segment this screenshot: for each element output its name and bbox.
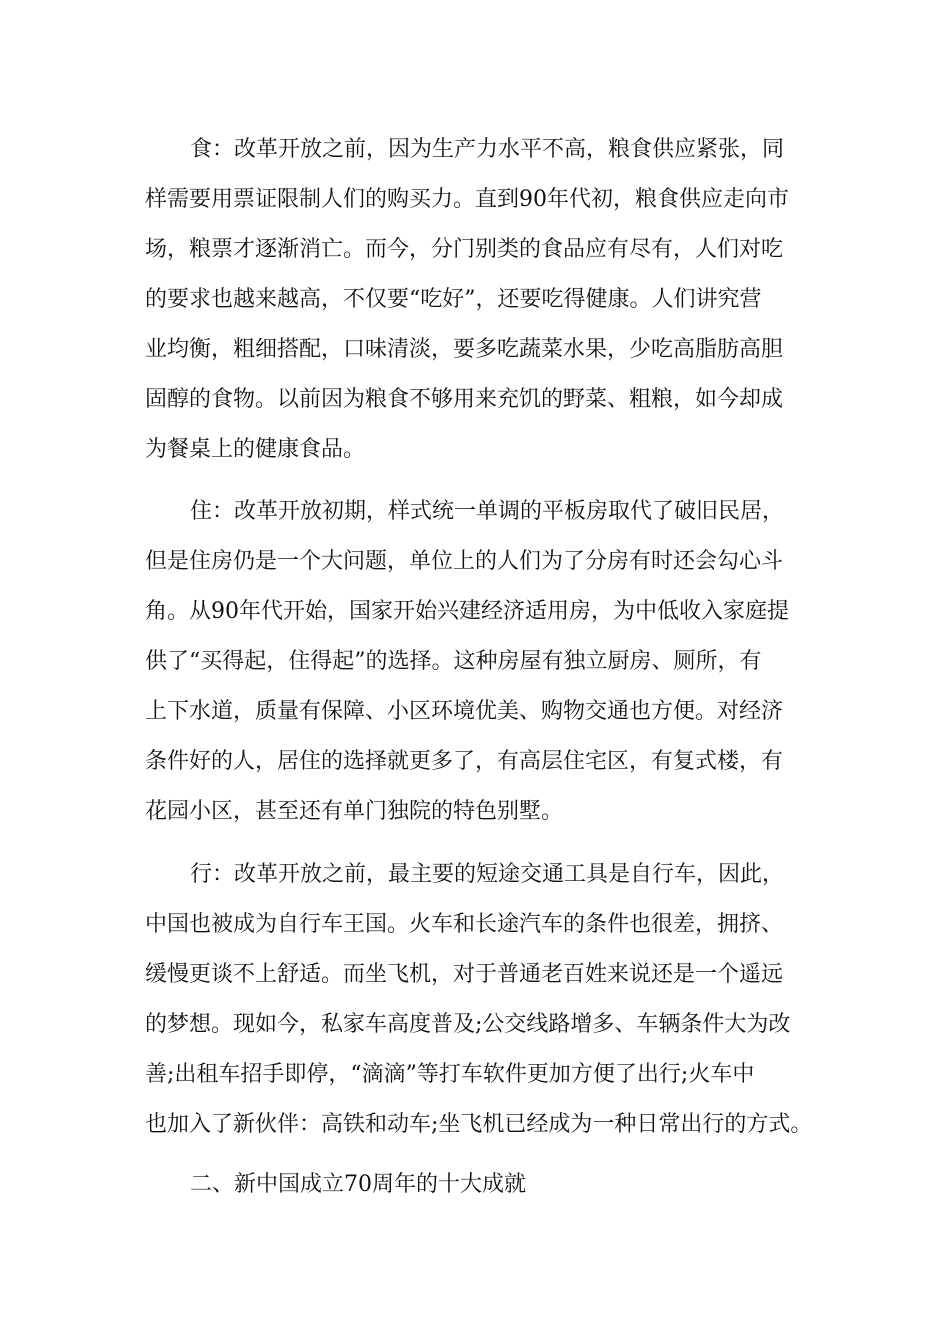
paragraph-line: 中国也被成为自行车王国。火车和长途汽车的条件也很差，拥挤、 — [145, 912, 784, 937]
paragraph-line: 食：改革开放之前，因为生产力水平不高，粮食供应紧张，同 — [190, 137, 785, 162]
paragraph-line: 角。从90年代开始，国家开始兴建经济适用房，为中低收入家庭提 — [145, 599, 789, 624]
paragraph-line: 但是住房仍是一个大问题，单位上的人们为了分房有时还会勾心斗 — [145, 549, 784, 574]
paragraph-line: 固醇的食物。以前因为粮食不够用来充饥的野菜、粗粮，如今却成 — [145, 387, 784, 412]
paragraph-line: 缓慢更谈不上舒适。而坐飞机，对于普通老百姓来说还是一个遥远 — [145, 962, 784, 987]
paragraph-line: 上下水道，质量有保障、小区环境优美、购物交通也方便。对经济 — [145, 699, 784, 724]
paragraph-line: 行：改革开放之前，最主要的短途交通工具是自行车，因此， — [190, 862, 785, 887]
paragraph-line: 的梦想。现如今，私家车高度普及;公交线路增多、车辆条件大为改 — [145, 1012, 791, 1037]
paragraph-line: 花园小区，甚至还有单门独院的特色别墅。 — [145, 799, 564, 824]
paragraph-line: 住：改革开放初期，样式统一单调的平板房取代了破旧民居， — [190, 499, 785, 524]
paragraph-line: 的要求也越来越高，不仅要“吃好”，还要吃得健康。人们讲究营 — [145, 287, 762, 312]
paragraph-line: 供了“买得起，住得起”的选择。这种房屋有独立厨房、厕所，有 — [145, 649, 762, 674]
paragraph-line: 业均衡，粗细搭配，口味清淡，要多吃蔬菜水果，少吃高脂肪高胆 — [145, 337, 784, 362]
section-heading: 二、新中国成立70周年的十大成就 — [190, 1172, 526, 1197]
paragraph-line: 场，粮票才逐渐消亡。而今，分门别类的食品应有尽有，人们对吃 — [145, 237, 784, 262]
paragraph-line: 也加入了新伙伴：高铁和动车;坐飞机已经成为一种日常出行的方式。 — [145, 1112, 813, 1137]
paragraph-line: 样需要用票证限制人们的购买力。直到90年代初，粮食供应走向市 — [145, 187, 789, 212]
paragraph-line: 为餐桌上的健康食品。 — [145, 437, 366, 462]
paragraph-line: 善;出租车招手即停，“滴滴”等打车软件更加方便了出行;火车中 — [145, 1062, 755, 1087]
paragraph-line: 条件好的人，居住的选择就更多了，有高层住宅区，有复式楼，有 — [145, 749, 784, 774]
